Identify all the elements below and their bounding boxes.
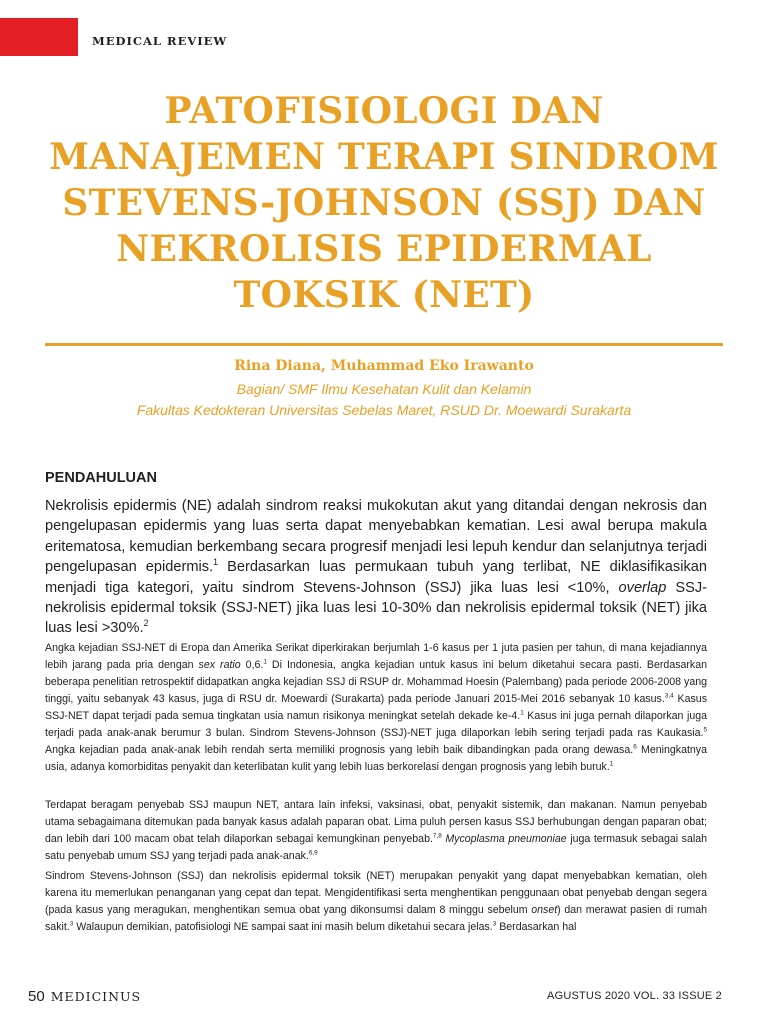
citation: 6,9 [308, 849, 318, 857]
text-run: 0,6. [240, 659, 264, 671]
journal-name: MEDICINUS [50, 989, 142, 1004]
text-run: Kasus ini juga pernah dilaporkan juga terjadi pada anak-anak berumur 3 bulan. Sindrom Stevens-Johnson (SSJ)-NET juga dilaporkan lebih sering terjadi pada ras Kaukasia. [45, 710, 707, 739]
text-run: Terdapat beragam penyebab SSJ maupun NET, antara lain infeksi, vaksinasi, obat, penyakit sistemik, dan makanan. Namun penyebab utama sebagaimana ditemukan pada banyak kasus adalah paparan obat. Lima puluh persen kasus SSJ berhubungan dengan paparan obat; dan lebih dari 100 macam obat telah dilaporkan sebagai kemungkinan penyebab. [45, 799, 707, 845]
citation: 1 [263, 658, 267, 666]
article-authors: Rina Diana, Muhammad Eko Irawanto [234, 358, 534, 374]
text-run: Sindrom Stevens-Johnson (SSJ) dan nekrolisis epidermal toksik (NET) merupakan penyakit yang dapat menyebabkan kematian, oleh karena itu memerlukan penanganan yang cepat dan tepat. Mengidentifikasi serta menghentikan penggunaan obat penyebab dengan segera (pada kasus yang meragukan, menghentikan semua obat yang dikonsumsi dalam 8 minggu sebelum [45, 870, 707, 916]
text-run: Di Indonesia, angka kejadian untuk kasus ini belum diketahui secara pasti. Berdasarkan beberapa penelitian retrospektif didapatkan angka kejadian SSJ di RSUP dr. Mohammad Hoesin (Palembang) pada periode 2006-2008 yang tinggi, yaitu sebanyak 43 kasus, juga di RSU dr. Moewardi (Surakarta) pada periode Januari 2015-Mei 2016 sebanyak 10 kasus. [45, 659, 708, 705]
management-paragraph [45, 868, 707, 936]
text-run: Berdasarkan hal [496, 921, 577, 933]
citation: 3 [492, 920, 497, 928]
citation: 5 [703, 726, 707, 734]
page-footer-left [28, 988, 141, 1005]
citation: 1 [609, 760, 614, 768]
text-run: Berdasarkan luas permukaan tubuh yang terlibat, NE diklasifikasikan menjadi tiga kategori, yaitu sindrom Stevens-Johnson (SSJ) jika luas lesi <10%, [45, 559, 707, 596]
italic-term: Mycoplasma pneumoniae [445, 833, 567, 845]
page-number: 50 [28, 988, 45, 1005]
italic-term: onset [531, 904, 558, 916]
text-run: ) dan merawat pasien di rumah sakit. [45, 904, 707, 933]
text-run: Angka kejadian pada anak-anak lebih rendah serta memiliki prognosis yang lebih baik dibandingkan pada orang dewasa. [45, 744, 634, 756]
section-label: MEDICAL REVIEW [92, 34, 228, 48]
section-heading: PENDAHULUAN [45, 470, 157, 486]
incidence-paragraph [45, 640, 707, 776]
article-title: PATOFISIOLOGI DAN MANAJEMEN TERAPI SINDROM STEVENS-JOHNSON (SSJ) DAN NEKROLISIS EPIDERMAL TOKSIK (NET) [49, 90, 719, 316]
intro-paragraph [45, 496, 707, 639]
text-run: Angka kejadian SSJ-NET di Eropa dan Amerika Serikat diperkirakan berjumlah 1-6 kasus per 1 juta pasien per tahun, di mana kejadiannya lebih jarang pada pria dengan [45, 642, 707, 671]
issue-info: AGUSTUS 2020 VOL. 33 ISSUE 2 [547, 990, 722, 1002]
text-run: Walaupun demikian, patofisiologi NE sampai saat ini masih belum diketahui secara jelas. [73, 921, 493, 933]
causes-paragraph [45, 797, 707, 865]
text-run: Kasus SSJ-NET dapat terjadi pada semua tingkatan usia namun risikonya meningkat setelah dekade ke-4. [45, 693, 707, 722]
italic-term: overlap [618, 579, 667, 596]
citation: 7,8 [432, 832, 442, 840]
italic-term: sex ratio [198, 659, 241, 671]
citation: 6 [633, 743, 637, 751]
citation: 2 [143, 618, 149, 629]
title-divider [45, 343, 723, 346]
citation: 1 [213, 557, 218, 568]
affiliation-department: Bagian/ SMF Ilmu Kesehatan Kulit dan Kelamin [236, 381, 532, 397]
citation: 1 [520, 709, 524, 717]
affiliation-institution: Fakultas Kedokteran Universitas Sebelas Maret, RSUD Dr. Moewardi Surakarta [136, 402, 632, 418]
citation: 3 [69, 920, 74, 928]
text-run: juga termasuk sebagai salah satu penyebab umum SSJ yang terjadi pada anak-anak. [45, 833, 707, 862]
text-run: Nekrolisis epidermis (NE) adalah sindrom reaksi mukokutan akut yang ditandai dengan nekrosis dan pengelupasan epidermis yang luas serta dapat menyebabkan kematian. Lesi awal berupa makula eritematosa, kemudian berkembang secara progresif menjadi lesi lepuh kendur dan selanjutnya terjadi pengelupasan epidermis. [45, 498, 707, 576]
header-accent-block [0, 18, 78, 56]
text-run: Meningkatnya usia, adanya komorbiditas penyakit dan keterlibatan kulit yang lebih luas berkorelasi dengan prognosis yang lebih buruk. [45, 744, 707, 773]
text-run: SSJ-nekrolisis epidermal toksik (SSJ-NET) jika luas lesi 10-30% dan nekrolisis epidermal toksik (NET) jika luas lesi >30%. [45, 579, 707, 637]
citation: 3,4 [664, 692, 674, 700]
